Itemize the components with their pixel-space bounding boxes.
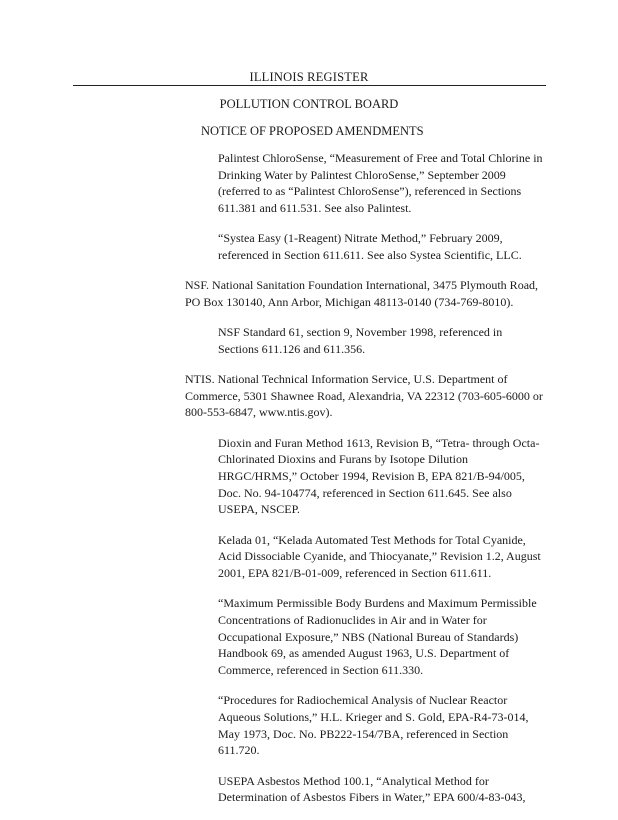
board-title: POLLUTION CONTROL BOARD xyxy=(219,97,399,111)
reference-list xyxy=(0,150,618,820)
reference-entry-nbs-handbook-69: “Maximum Permissible Body Burdens and Maximum Permissible Concentrations of Radionuclides in Air and in Water for Occupational Exposure,” NBS (National Bureau of Standards) Handbook 69, as amended August 1963, U.S. Department of Commerce, referenced in Section 611.330. xyxy=(218,596,537,678)
reference-entry-kelada-01: Kelada 01, “Kelada Automated Test Methods for Total Cyanide, Acid Dissociable Cyanide, and Thiocyanate,” Revision 1.2, August 2001, EPA 821/B-01-009, referenced in Section 611.611. xyxy=(218,532,541,581)
notice-title: NOTICE OF PROPOSED AMENDMENTS xyxy=(201,124,424,138)
reference-entry-palintest: Palintest ChloroSense, “Measurement of Free and Total Chlorine in Drinking Water by Palintest ChloroSense,” September 2009 (referred to as “Palintest ChloroSense”), referenced in Sections 611.381 and 611.531. See also Palintest. xyxy=(218,151,543,216)
header-rule xyxy=(73,85,546,86)
register-title: ILLINOIS REGISTER xyxy=(249,70,369,84)
reference-entry-ntis: NTIS. National Technical Information Service, U.S. Department of Commerce, 5301 Shawnee Road, Alexandria, VA 22312 (703-605-6000 or 800-553-6847, www.ntis.gov). xyxy=(185,372,543,420)
reference-entry-asbestos-100-1: USEPA Asbestos Method 100.1, “Analytical Method for Determination of Asbestos Fibers in Water,” EPA 600/4-83-043, xyxy=(218,773,526,805)
reference-entry-systea: “Systea Easy (1-Reagent) Nitrate Method,” February 2009, referenced in Section 611.611. See also Systea Scientific, LLC. xyxy=(218,231,522,263)
reference-entry-nsf-standard-61: NSF Standard 61, section 9, November 1998, referenced in Sections 611.126 and 611.356. xyxy=(218,325,503,356)
reference-entry-dioxin-furan-1613: Dioxin and Furan Method 1613, Revision B, “Tetra- through Octa-Chlorinated Dioxins and Furans by Isotope Dilution HRGC/HRMS,” October 1994, Revision B, EPA 821/B-94/005, Doc. No. 94-104774, referenced in Section 611.645. See also USEPA, NSCEP. xyxy=(218,435,540,517)
reference-entry-nsf: NSF. National Sanitation Foundation International, 3475 Plymouth Road, PO Box 130140, Ann Arbor, Michigan 48113-0140 (734-769-8010). xyxy=(185,278,539,309)
reference-entry-radiochemical-procedures: “Procedures for Radiochemical Analysis of Nuclear Reactor Aqueous Solutions,” H.L. Krieger and S. Gold, EPA-R4-73-014, May 1973, Doc. No. PB222-154/7BA, referenced in Section 611.720. xyxy=(218,693,529,758)
